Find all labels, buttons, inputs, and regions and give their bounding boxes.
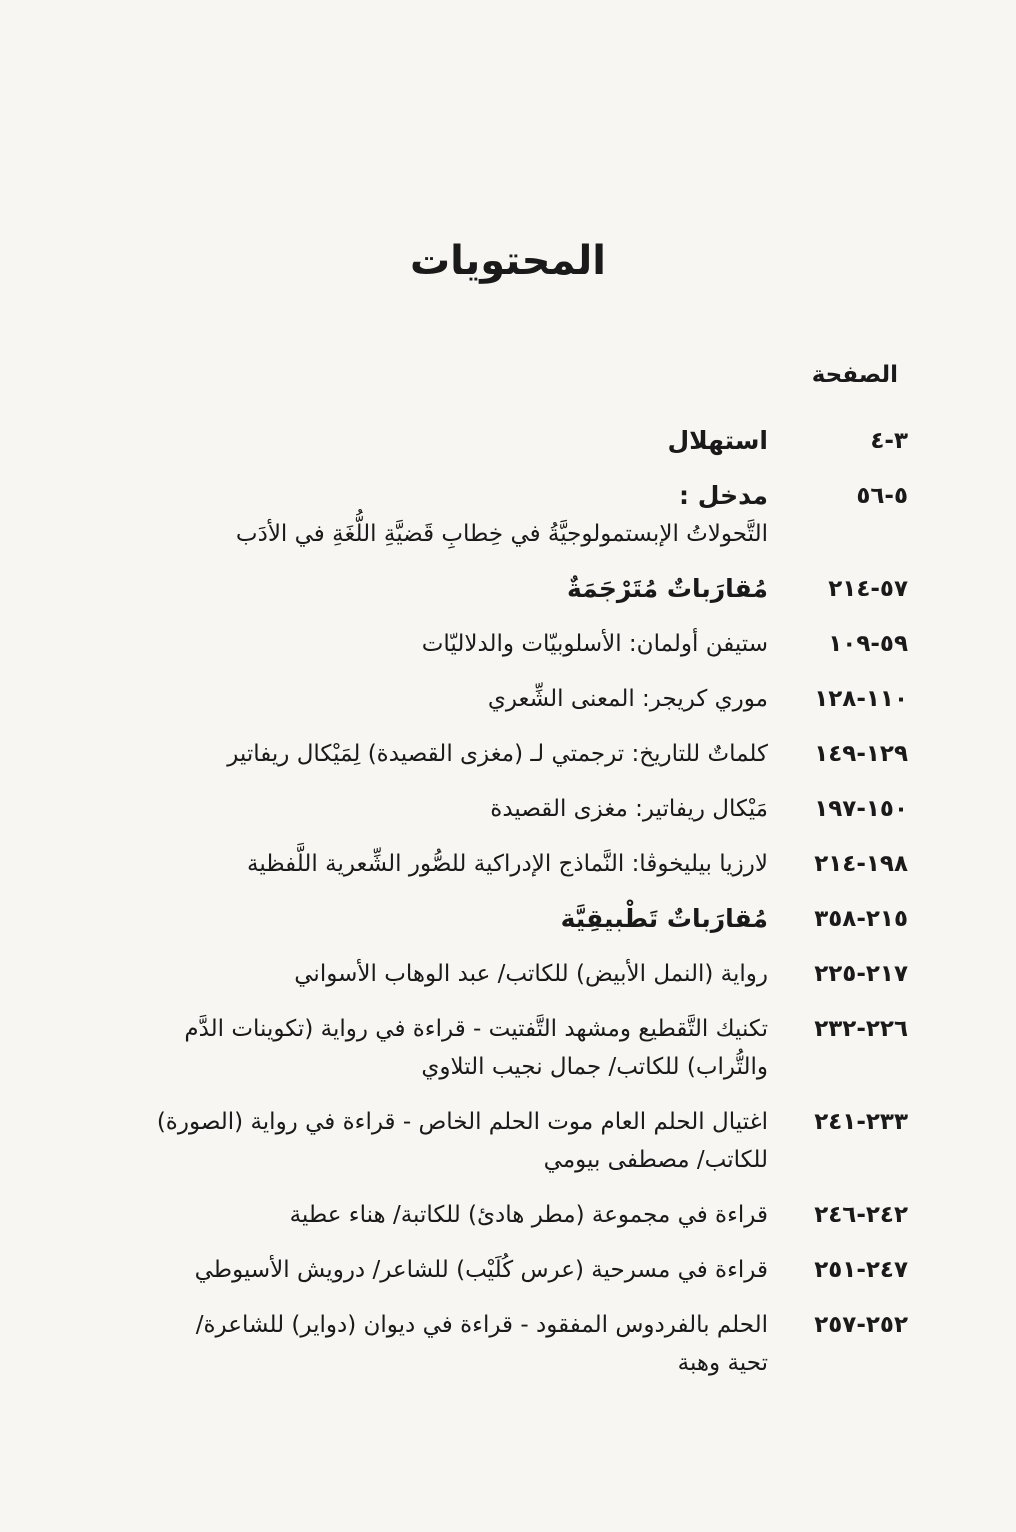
toc-entry-title: ستيفن أولمان: الأسلوبيّات والدلاليّات (421, 631, 768, 657)
toc-entry-title: مَيْكال ريفاتير: مغزى القصيدة (490, 796, 768, 822)
toc-entry-title: مدخل : (679, 481, 768, 510)
toc-page-range: ٣-٤ (870, 428, 908, 454)
toc-entry-title: كلماتٌ للتاريخ: ترجمتي لـ (مغزى القصيدة) لِمَيْكال ريفاتير (227, 741, 768, 767)
toc-page-range: ٥٩-١٠٩ (828, 631, 908, 657)
toc-page-range: ٢٥٢-٢٥٧ (814, 1312, 908, 1338)
toc-page-range: ٥-٥٦ (856, 483, 908, 509)
toc-entry (0, 680, 1016, 718)
toc-entry-title: قراءة في مجموعة (مطر هادئ) للكاتبة/ هناء عطية (289, 1202, 768, 1228)
toc-entry (0, 422, 1016, 460)
toc-entry (0, 790, 1016, 828)
page-column-label: الصفحة (811, 362, 898, 388)
toc-entry (0, 1010, 1016, 1086)
toc-page-range: ٢١٧-٢٢٥ (814, 961, 908, 987)
toc-entry (0, 955, 1016, 993)
toc-entry (0, 845, 1016, 883)
toc-entry-title: مُقارَباتٌ مُتَرْجَمَةٌ (566, 574, 768, 603)
toc-entry (0, 625, 1016, 663)
toc-page-range: ٥٧-٢١٤ (828, 576, 908, 602)
toc-page-range: ١٩٨-٢١٤ (814, 851, 908, 877)
toc-page-range: ١٢٩-١٤٩ (814, 741, 908, 767)
toc-entry (0, 900, 1016, 938)
toc-page-range: ٢٣٣-٢٤١ (814, 1109, 908, 1135)
toc-entry (0, 1103, 1016, 1179)
toc-page-range: ١٥٠-١٩٧ (814, 796, 908, 822)
toc-entry-title: موري كريجر: المعنى الشِّعري (487, 686, 768, 712)
toc-page-range: ٢٤٧-٢٥١ (814, 1257, 908, 1283)
toc-entry (0, 477, 1016, 553)
toc-entry-title: استهلال (667, 426, 768, 455)
toc-entry-title: الحلم بالفردوس المفقود - قراءة في ديوان (دواير) للشاعرة/ تحية وهبة (195, 1312, 768, 1376)
toc-entry (0, 735, 1016, 773)
toc-page-range: ٢٢٦-٢٣٢ (814, 1016, 908, 1042)
toc-entry-title: تكنيك التَّقطيع ومشهد التَّفتيت - قراءة في رواية (تكوينات الدَّم والتُّراب) للكاتب/ جمال نجيب التلاوي (184, 1016, 768, 1080)
toc-page-range: ١١٠-١٢٨ (814, 686, 908, 712)
toc-entry-title: قراءة في مسرحية (عرس كُلَيْب) للشاعر/ درويش الأسيوطي (194, 1257, 768, 1283)
toc-entry-subtitle: التَّحولاتُ الإبستمولوجيَّةُ في خِطابِ قَضيَّةِ اللُّغَةِ في الأدَب (235, 521, 768, 547)
toc-entry-title: مُقارَباتٌ تَطْبيقِيَّة (560, 904, 768, 933)
toc-entry (0, 570, 1016, 608)
toc-entry (0, 1251, 1016, 1289)
toc-entry (0, 1306, 1016, 1382)
page-title: المحتويات (409, 238, 606, 284)
toc-entry-title-group (148, 477, 768, 553)
toc-entry-title: لارزيا بيليخوڤا: النَّماذج الإدراكية للصُّور الشِّعرية اللَّفظية (247, 851, 768, 877)
toc-entry (0, 1196, 1016, 1234)
toc-page-range: ٢١٥-٣٥٨ (814, 906, 908, 932)
toc-entry-title: رواية (النمل الأبيض) للكاتب/ عبد الوهاب الأسواني (294, 961, 768, 987)
toc-page-range: ٢٤٢-٢٤٦ (814, 1202, 908, 1228)
toc-list (0, 422, 1016, 1399)
toc-entry-title: اغتيال الحلم العام موت الحلم الخاص - قراءة في رواية (الصورة) للكاتب/ مصطفى بيومي (156, 1109, 768, 1173)
